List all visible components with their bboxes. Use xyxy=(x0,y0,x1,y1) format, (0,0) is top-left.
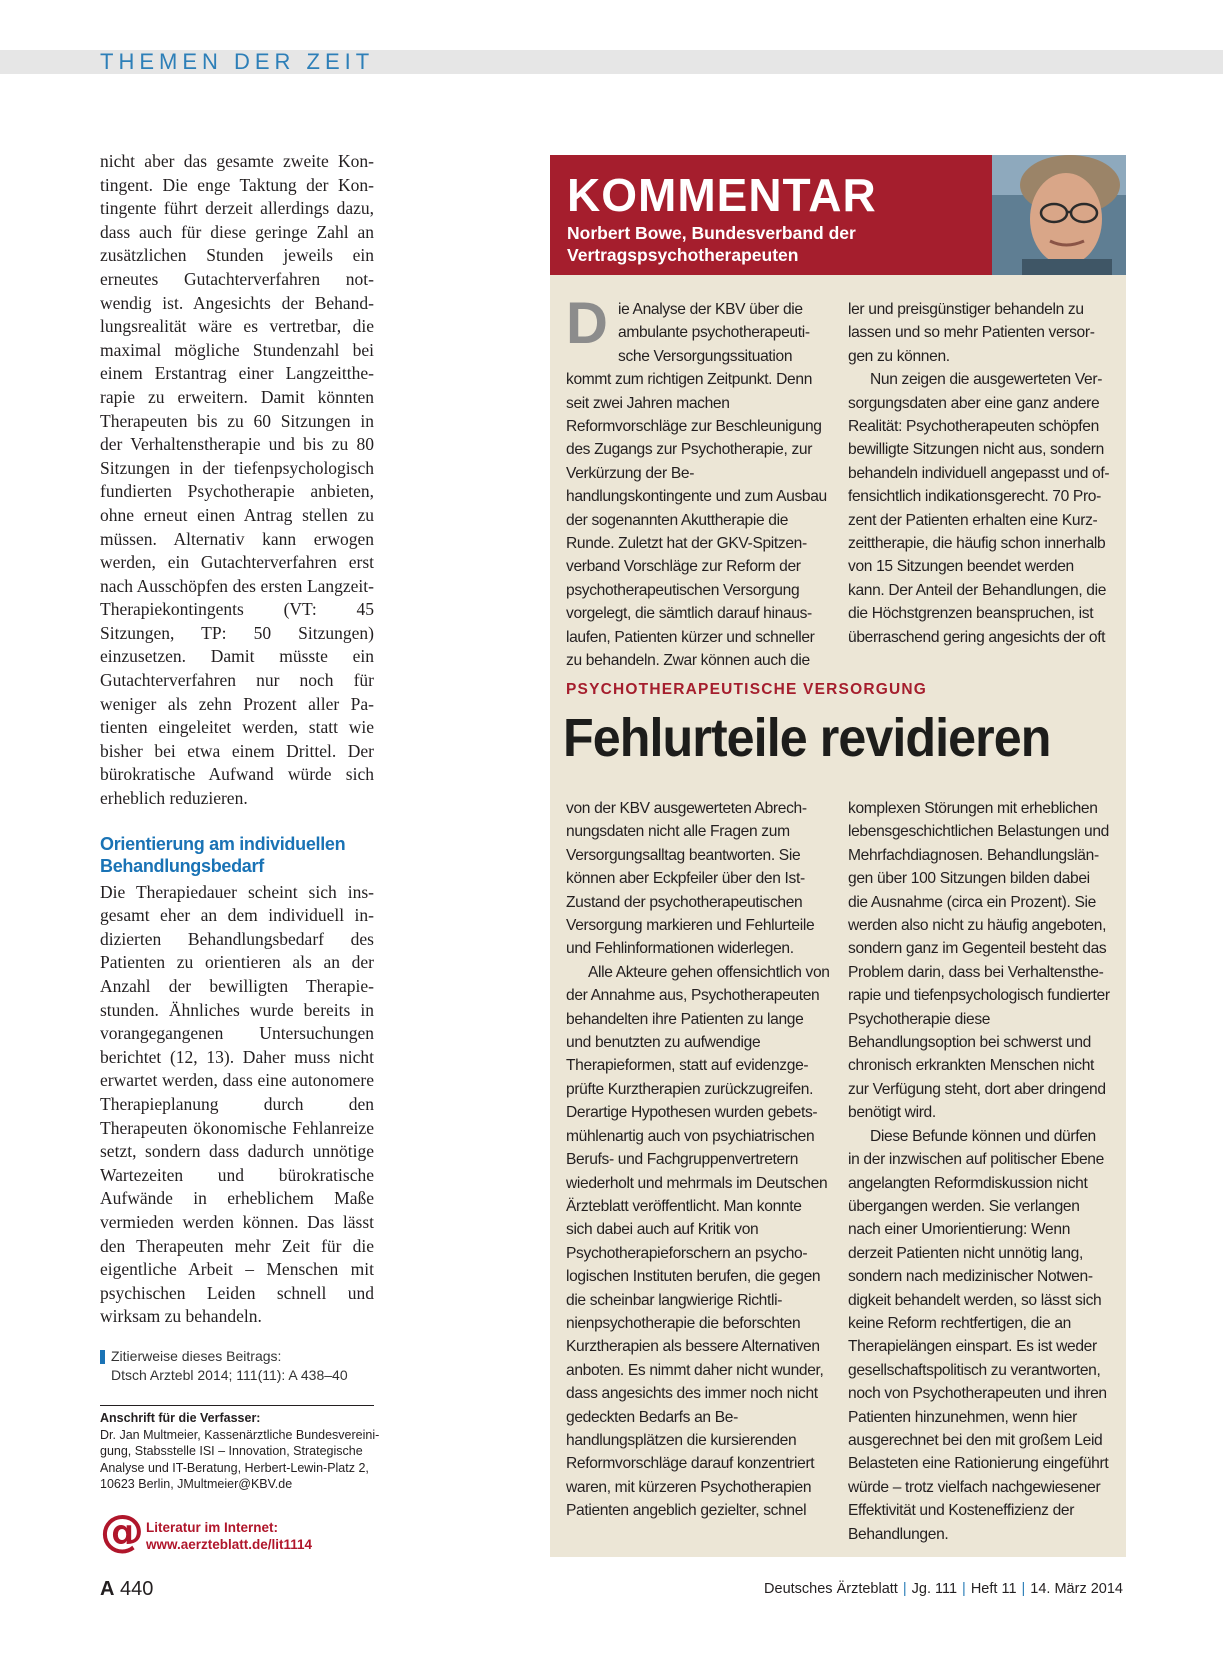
left-article-column xyxy=(100,150,374,1329)
author-address xyxy=(100,1410,380,1493)
commentary-column-2 xyxy=(848,298,1110,649)
commentary-col4-para2: Diese Befunde können und dürfen in der inzwischen auf politischer Ebene angelangten Reformdiskussion nicht übergangen werden. Sie verlangen nach einer Umorientierung: Wenn derzeit Patienten nicht unnötig lang, sondern nach medizinischer Notwendigkeit behandelt werden, so lässt sich keine Reform rechtfertigen, die an Therapielängen einspart. Es ist weder gesellschaftspolitisch zu verantworten, noch von Psychotherapeuten und ihren Patienten hinzunehmen, wenn hier ausgerechnet bei den mit großem Leid Belasteten eine Rationierung eingeführt würde – trotz vielfach nachgewiesener Effektivität und Kosteneffizienz der Behandlungen. xyxy=(848,1127,1109,1543)
dropcap-letter: D xyxy=(566,291,608,356)
article-headline: Fehlurteile revidieren xyxy=(563,708,1051,768)
journal-footer xyxy=(764,1581,1123,1597)
section-title: THEMEN DER ZEIT xyxy=(100,49,375,74)
article-kicker: PSYCHOTHERAPEUTISCHE VERSORGUNG xyxy=(566,681,928,698)
left-paragraph-1: nicht aber das gesamte zweite Kontingent. Die enge Taktung der Kontingente führt derzeit allerdings dazu, dass auch für diese geringe Zahl an zusätzlichen Stunden jeweils ein erneutes Gutachterverfahren notwendig ist. Angesichts der Behandlungsrealität wäre es vertretbar, die maximal mögliche Stundenzahl bei einem Erstantrag einer Langzeittherapie zu erweitern. Damit könnten Therapeuten bis zu 60 Sitzungen in der Verhaltenstherapie und bis zu 80 Sitzungen in der tiefenpsychologisch fundierten Psychotherapie anbieten, ohne erneut einen Antrag stellen zu müssen. Alternativ kann erwogen werden, ein Gutachterverfahren erst nach Ausschöpfen des ersten Langzeit-Therapiekontingents (VT: 45 Sitzungen, TP: 50 Sitzungen) einzusetzen. Damit müsste ein Gutachterverfahren nur noch für weniger als zehn Prozent aller Patienten eingeleitet werden, statt wie bisher bei etwa einem Drittel. Der bürokratische Aufwand würde sich erheblich reduzieren. xyxy=(100,151,374,809)
journal-date: 14. März 2014 xyxy=(1030,1581,1123,1597)
journal-name: Deutsches Ärzteblatt xyxy=(764,1581,898,1597)
commentary-col4-para1: komplexen Störungen mit erheblichen lebensgeschichtlichen Belastungen und Mehrfachdiagnosen. Behandlungslängen über 100 Sitzungen bilden dabei die Ausnahme (circa ein Prozent). Sie werden also nicht zu häufig angeboten, sondern ganz im Gegenteil besteht das Problem darin, dass bei Verhaltenstherapie und tiefenpsychologisch fundierter Psychotherapie diese Behandlungsoption bei schwerst und chronisch erkrankten Menschen nicht zur Verfügung steht, dort aber dringend benötigt wird. xyxy=(848,800,1110,1122)
journal-issue: Heft 11 xyxy=(970,1581,1017,1597)
commentary-label: KOMMENTAR xyxy=(567,169,877,221)
commentary-col1-text: ie Analyse der KBV über die ambulante psychotherapeutische Versorgungssituation kommt zum richtigen Zeitpunkt. Denn seit zwei Jahren machen Reformvorschläge zur Beschleunigung des Zugangs zur Psychotherapie, zur Verkürzung der Behandlungskontingente und zum Ausbau der sogenannten Akuttherapie die Runde. Zuletzt hat der GKV-Spitzenverband Vorschläge zur Reform der psychotherapeutischen Versorgung vorgelegt, die sämtlich darauf hinauslaufen, Patienten kürzer und schneller zu behandeln. Zwar können auch die xyxy=(566,301,827,670)
literature-link-block[interactable] xyxy=(100,1506,380,1559)
citation-reference: Dtsch Arztebl 2014; 111(11): A 438–40 xyxy=(111,1367,348,1383)
commentary-col2-para1: ler und preisgünstiger behandeln zu lassen und so mehr Patienten versorgen zu können. xyxy=(848,301,1095,365)
page-number xyxy=(100,1578,153,1601)
at-sign-icon: @ xyxy=(100,1506,144,1557)
address-heading: Anschrift für die Verfasser: xyxy=(100,1411,261,1425)
journal-volume: Jg. 111 xyxy=(911,1581,958,1597)
citation-label: Zitierweise dieses Beitrags: xyxy=(111,1348,282,1364)
literature-label: Literatur im Internet: xyxy=(146,1520,279,1535)
commentary-column-3 xyxy=(566,797,830,1523)
page-prefix: A xyxy=(100,1578,115,1600)
commentary-column-4 xyxy=(848,797,1110,1546)
left-subheading: Orientierung am individuellen Behandlungsbedarf xyxy=(100,833,346,876)
commentary-author: Norbert Bowe, Bundesverband der Vertragspsychotherapeuten xyxy=(567,223,856,265)
commentary-column-1 xyxy=(566,291,830,673)
page-number-value: 440 xyxy=(120,1578,154,1600)
citation-block xyxy=(100,1347,380,1385)
author-photo xyxy=(992,155,1126,275)
commentary-col3-para1: von der KBV ausgewerteten Abrechnungsdaten nicht alle Fragen zum Versorgungsalltag beantworten. Sie können aber Eckpfeiler über den Ist-Zustand der psychotherapeutischen Versorgung markieren und Fehlurteile und Fehlinformationen widerlegen. xyxy=(566,800,815,958)
footer-separator: | xyxy=(962,1581,966,1597)
address-text: Dr. Jan Multmeier, Kassenärztliche Bundesvereinigung, Stabsstelle ISI – Innovation, Strategische Analyse und IT-Beratung, Herbert-Lewin-Platz 2, 10623 Berlin, JMultmeier@KBV.de xyxy=(100,1427,380,1491)
left-paragraph-2: Die Therapiedauer scheint sich insgesamt eher an dem individuell indizierten Behandlungsbedarf des Patienten zu orientieren als an der Anzahl der bewilligten Therapiestunden. Ähnliches wurde bereits in vorangegangenen Untersuchungen berichtet (12, 13). Daher muss nicht erwartet werden, dass eine autonomere Therapieplanung durch den Therapeuten ökonomische Fehlanreize setzt, sondern dass dadurch unnötige Wartezeiten und bürokratische Aufwände in erheblichem Maße vermieden werden können. Das lässt den Therapeuten mehr Zeit für die eigentliche Arbeit – Menschen mit psychischen Leiden schnell und wirksam zu behandeln. xyxy=(100,881,374,1327)
footer-separator: | xyxy=(902,1581,907,1597)
footer-separator: | xyxy=(1021,1581,1026,1597)
address-divider xyxy=(100,1405,374,1406)
citation-marker xyxy=(100,1350,105,1364)
commentary-col3-para2: Alle Akteure gehen offensichtlich von der Annahme aus, Psychotherapeuten behandelten ihre Patienten zu lange und benutzten zu aufwendige Therapieformen, statt auf evidenzgeprüfte Kurztherapien zurückzugreifen. Derartige Hypothesen wurden gebetsmühlenartig auch von psychiatrischen Berufs- und Fachgruppenvertretern wiederholt und mehrmals im Deutschen Ärzteblatt veröffentlicht. Man konnte sich dabei auch auf Kritik von Psychotherapieforschern an psychologischen Instituten berufen, die gegen die scheinbar langwierige Richtlinienpsychotherapie die beforschten Kurztherapien als bessere Alternativen anboten. Es nimmt daher nicht wunder, dass angesichts des immer noch nicht gedeckten Bedarfs an Behandlungsplätzen die kursierenden Reformvorschläge darauf konzentriert waren, mit kürzeren Psychotherapien Patienten angeblich gezielter, schnel xyxy=(566,963,830,1520)
commentary-col2-para2: Nun zeigen die ausgewerteten Versorgungsdaten aber eine ganz andere Realität: Psychotherapeuten schöpfen bewilligte Sitzungen nicht aus, sondern behandeln individuell angepasst und offensichtlich indikationsgerecht. 70 Prozent der Patienten erhalten eine Kurzzeittherapie, die häufig schon innerhalb von 15 Sitzungen beendet werden kann. Der Anteil der Behandlungen, die die Höchstgrenzen beanspruchen, ist überraschend gering angesichts der oft xyxy=(848,371,1110,646)
literature-url[interactable]: www.aerzteblatt.de/lit1114 xyxy=(146,1537,313,1552)
